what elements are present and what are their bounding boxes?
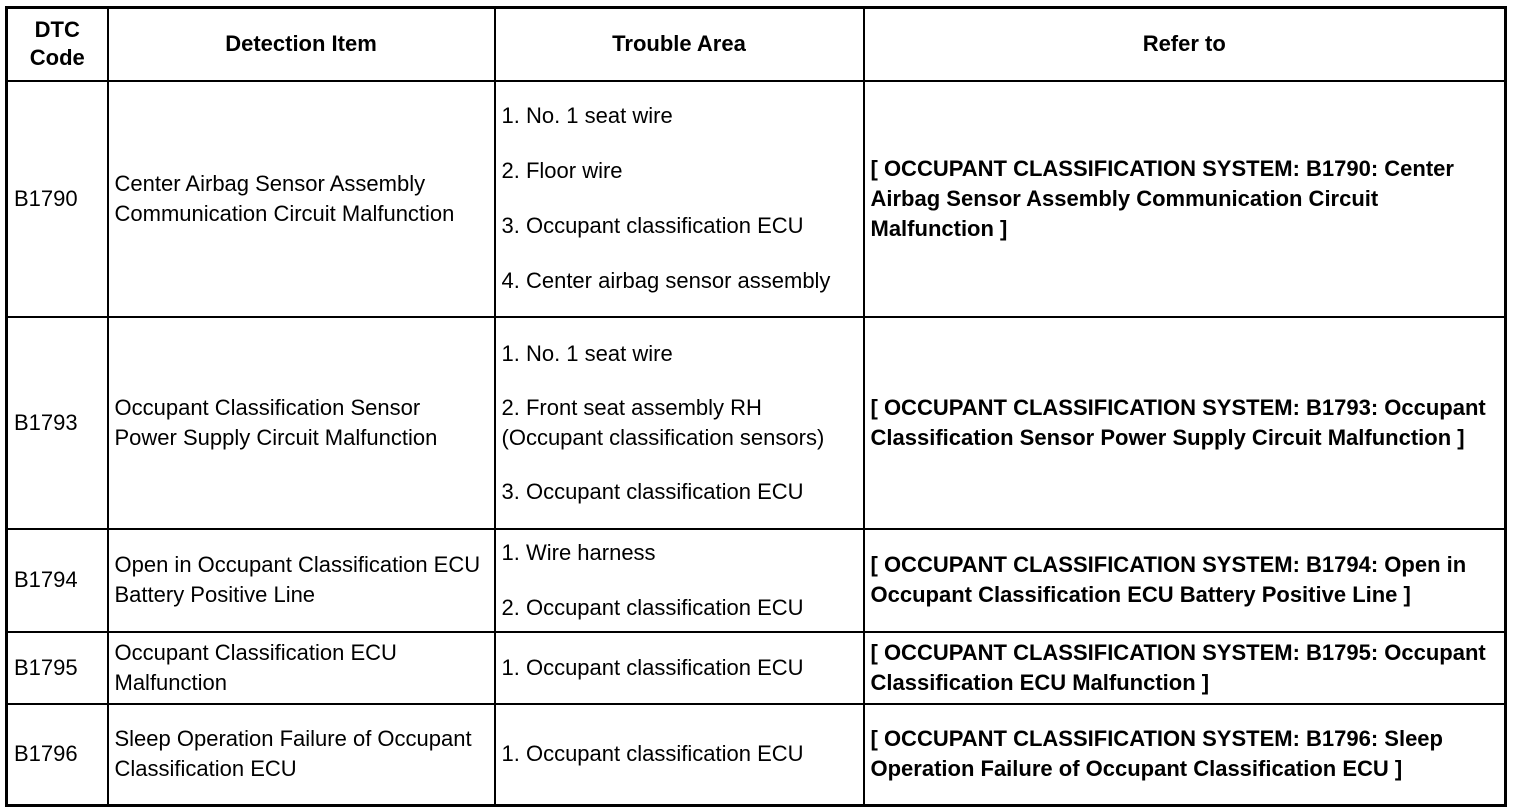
dtc-code-cell: B1790 (7, 81, 108, 317)
dtc-code-cell: B1795 (7, 632, 108, 704)
header-row (7, 8, 1506, 81)
trouble-area-cell (495, 317, 864, 529)
trouble-area-item: 1. No. 1 seat wire (501, 340, 673, 366)
dtc-code-cell: B1794 (7, 529, 108, 632)
refer-to-cell: [ OCCUPANT CLASSIFICATION SYSTEM: B1794: Open in Occupant Classification ECU Battery Positive Line ] (864, 529, 1506, 632)
detection-item-cell: Open in Occupant Classification ECU Battery Positive Line (108, 529, 495, 632)
dtc-table (5, 6, 1507, 807)
dtc-code-cell: B1793 (7, 317, 108, 529)
detection-item-cell: Occupant Classification Sensor Power Supply Circuit Malfunction (108, 317, 495, 529)
trouble-area-item: 2. Floor wire (501, 158, 623, 183)
table-row (7, 704, 1506, 806)
header-refer-to: Refer to (864, 8, 1506, 81)
trouble-area-item: 3. Occupant classification ECU (501, 478, 804, 504)
trouble-area-cell (495, 81, 864, 317)
trouble-area-list (502, 653, 857, 683)
detection-item-cell: Sleep Operation Failure of Occupant Classification ECU (108, 704, 495, 806)
detection-item-cell: Center Airbag Sensor Assembly Communication Circuit Malfunction (108, 81, 495, 317)
refer-to-cell: [ OCCUPANT CLASSIFICATION SYSTEM: B1790: Center Airbag Sensor Assembly Communication Circuit Malfunction ] (864, 81, 1506, 317)
trouble-area-cell (495, 704, 864, 806)
trouble-area-item: 4. Center airbag sensor assembly (501, 268, 831, 293)
header-dtc-code: DTC Code (7, 8, 108, 81)
trouble-area-item: 2. Front seat assembly RH (Occupant classification sensors) (501, 394, 825, 450)
refer-to-cell: [ OCCUPANT CLASSIFICATION SYSTEM: B1796: Sleep Operation Failure of Occupant Classification ECU ] (864, 704, 1506, 806)
table-row (7, 632, 1506, 704)
trouble-area-item: 1. Occupant classification ECU (501, 654, 804, 680)
trouble-area-item: 1. Wire harness (501, 539, 656, 565)
trouble-area-list (502, 739, 857, 769)
trouble-area-list (502, 538, 857, 623)
table-row (7, 317, 1506, 529)
header-detection-item: Detection Item (108, 8, 495, 81)
header-trouble-area: Trouble Area (495, 8, 864, 81)
trouble-area-cell (495, 529, 864, 632)
detection-item-cell: Occupant Classification ECU Malfunction (108, 632, 495, 704)
trouble-area-item: 2. Occupant classification ECU (501, 594, 804, 620)
trouble-area-item: 1. No. 1 seat wire (501, 103, 673, 128)
dtc-code-cell: B1796 (7, 704, 108, 806)
trouble-area-cell (495, 632, 864, 704)
trouble-area-list (502, 339, 857, 507)
refer-to-cell: [ OCCUPANT CLASSIFICATION SYSTEM: B1793: Occupant Classification Sensor Power Supply Circuit Malfunction ] (864, 317, 1506, 529)
trouble-area-item: 3. Occupant classification ECU (501, 213, 804, 238)
table-row (7, 81, 1506, 317)
trouble-area-item: 1. Occupant classification ECU (501, 741, 804, 767)
table-row (7, 529, 1506, 632)
trouble-area-list (502, 101, 857, 296)
refer-to-cell: [ OCCUPANT CLASSIFICATION SYSTEM: B1795: Occupant Classification ECU Malfunction ] (864, 632, 1506, 704)
